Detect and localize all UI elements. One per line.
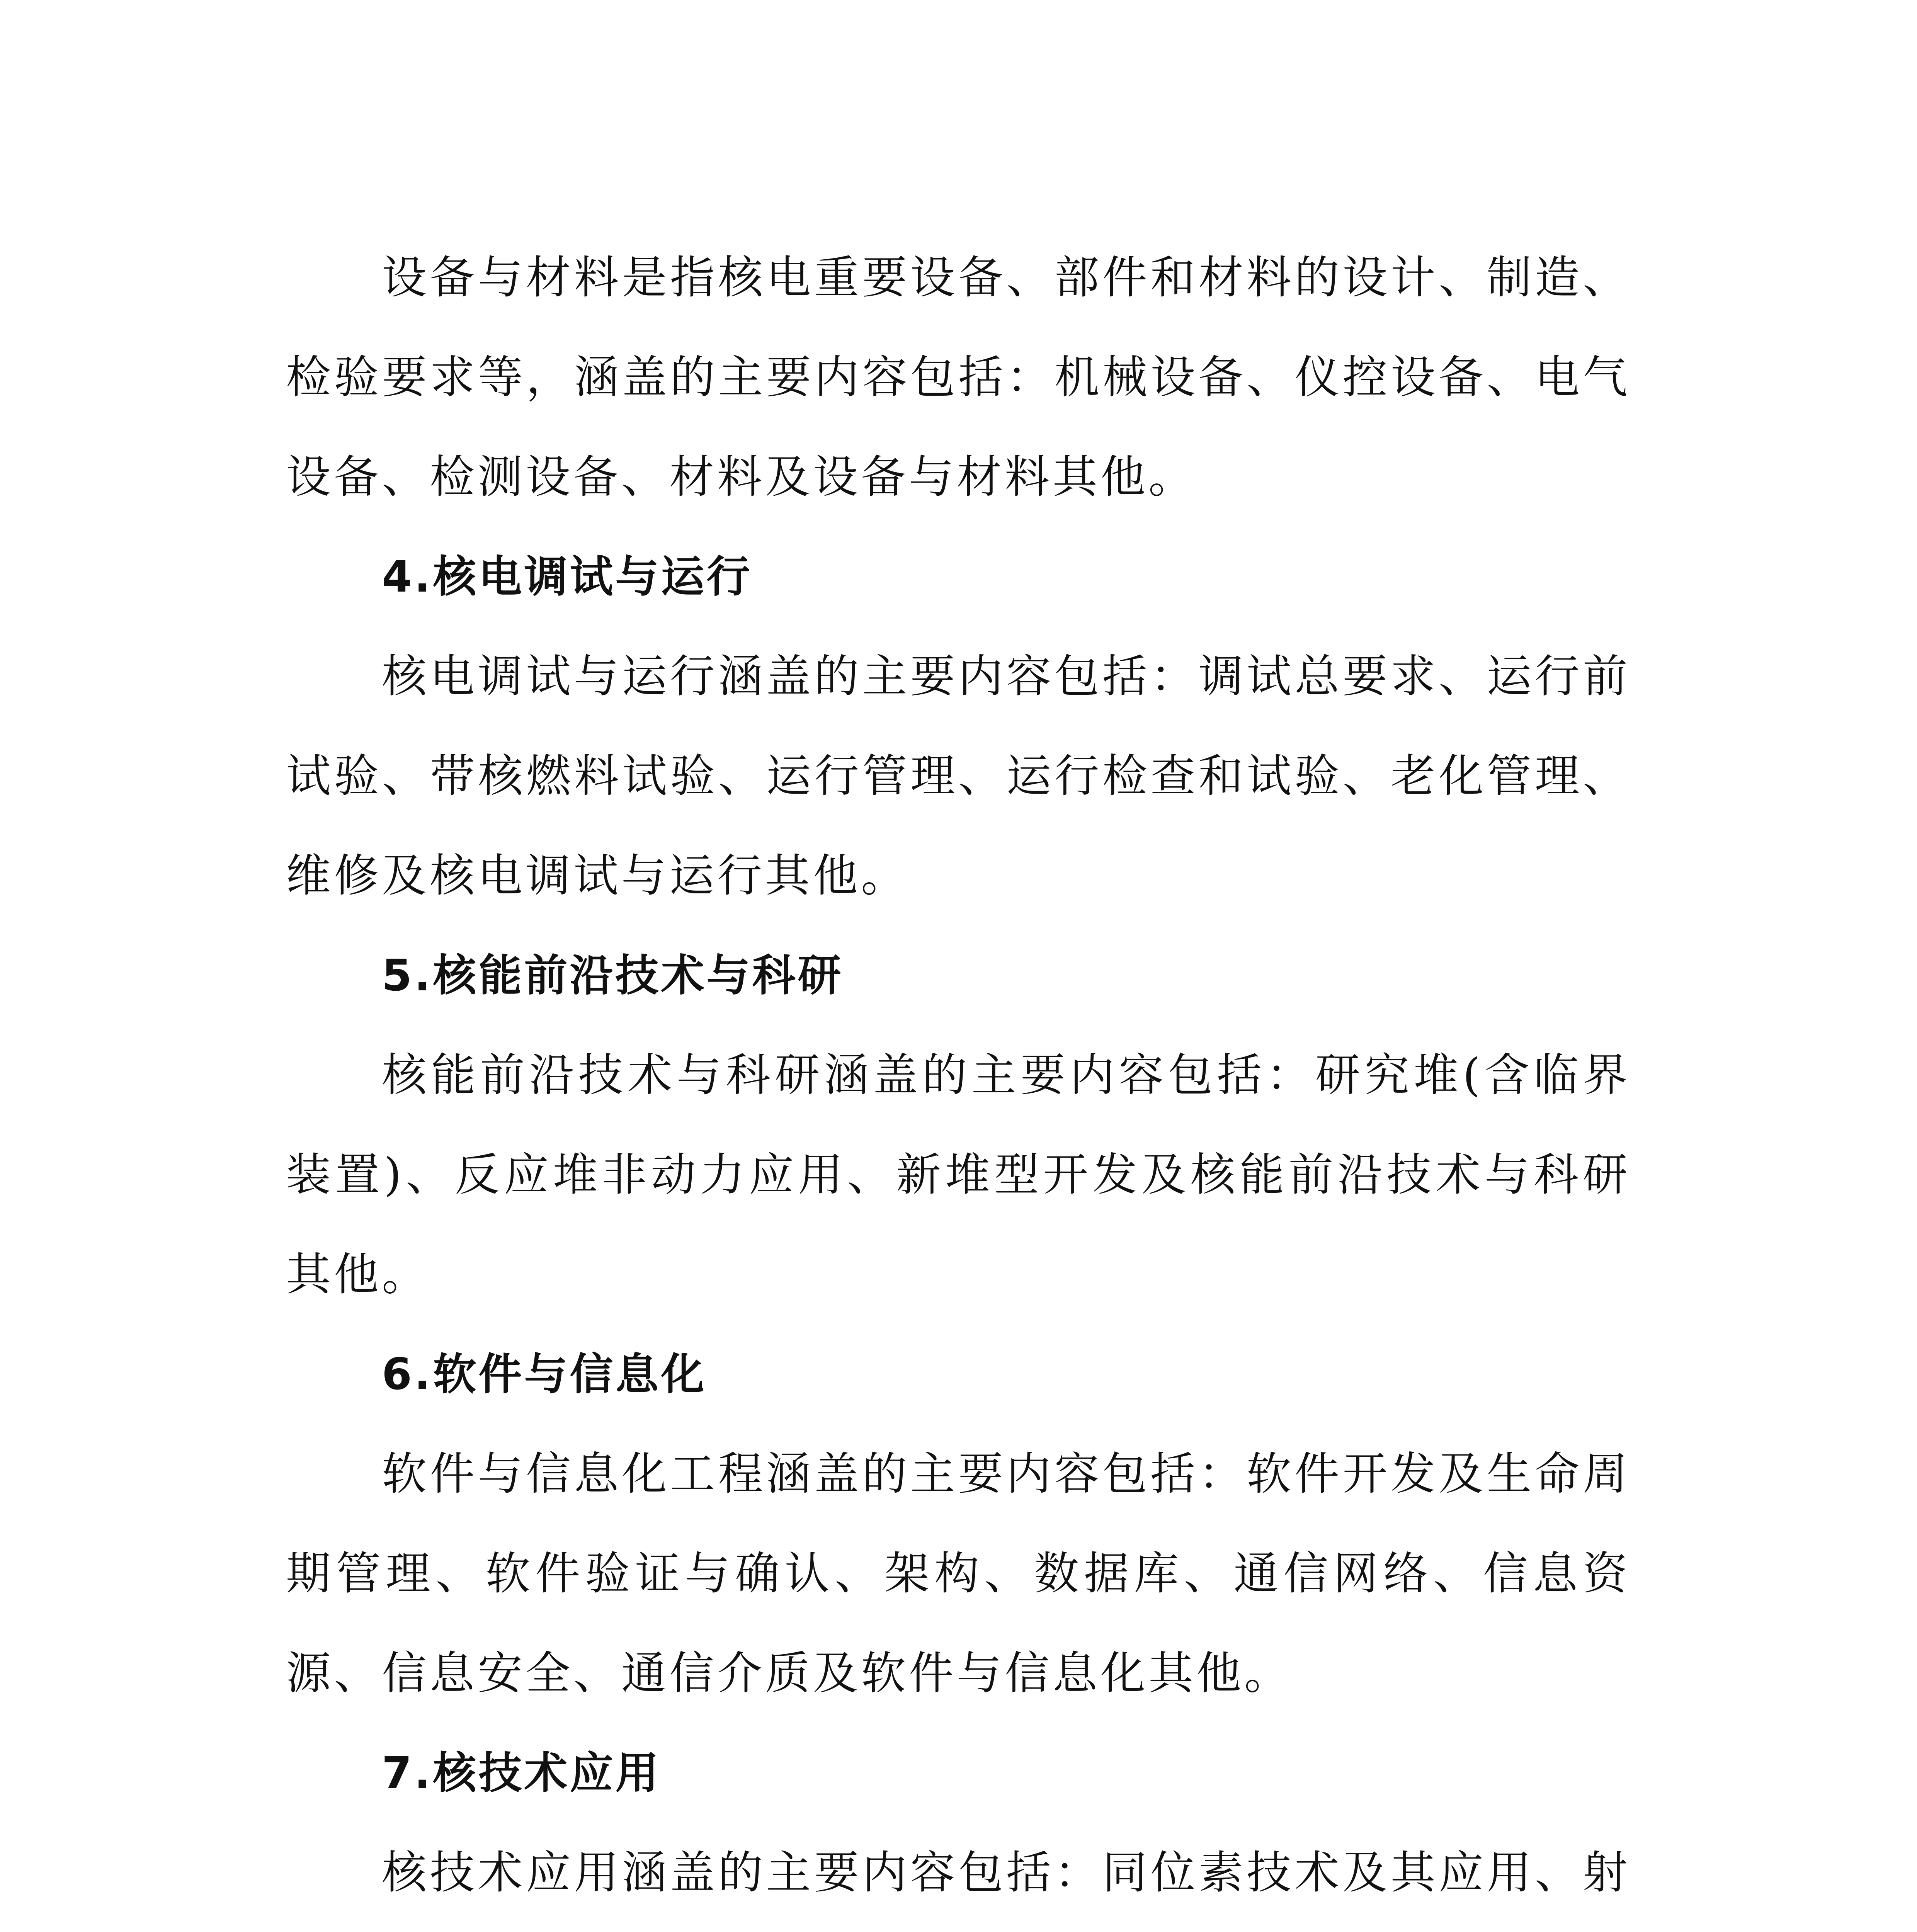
section-heading-software-informatization: 6.软件与信息化 — [382, 1349, 707, 1400]
paragraph-equipment-materials: 设备与材料是指核电重要设备、部件和材料的设计、制造、检验要求等，涵盖的主要内容包括：机械设备、仪控设备、电气设备、检测设备、材料及设备与材料其他。 — [286, 252, 1631, 503]
section-heading-frontier-research: 5.核能前沿技术与科研 — [382, 951, 844, 1001]
document-body — [286, 228, 1631, 1932]
paragraph-nuclear-technology-application: 核技术应用涵盖的主要内容包括：同位素技术及其应用、射 — [382, 1847, 1631, 1899]
paragraph-frontier-research: 核能前沿技术与科研涵盖的主要内容包括：研究堆(含临界装置)、反应堆非动力应用、新堆型开发及核能前沿技术与科研其他。 — [286, 1049, 1631, 1301]
paragraph-software-informatization: 软件与信息化工程涵盖的主要内容包括：软件开发及生命周期管理、软件验证与确认、架构、数据库、通信网络、信息资源、信息安全、通信介质及软件与信息化其他。 — [286, 1448, 1631, 1699]
section-heading-nuclear-technology-application: 7.核技术应用 — [382, 1748, 661, 1798]
section-heading-commissioning-operation: 4.核电调试与运行 — [382, 552, 752, 602]
paragraph-commissioning-operation: 核电调试与运行涵盖的主要内容包括：调试总要求、运行前试验、带核燃料试验、运行管理、运行检查和试验、老化管理、维修及核电调试与运行其他。 — [286, 650, 1631, 902]
